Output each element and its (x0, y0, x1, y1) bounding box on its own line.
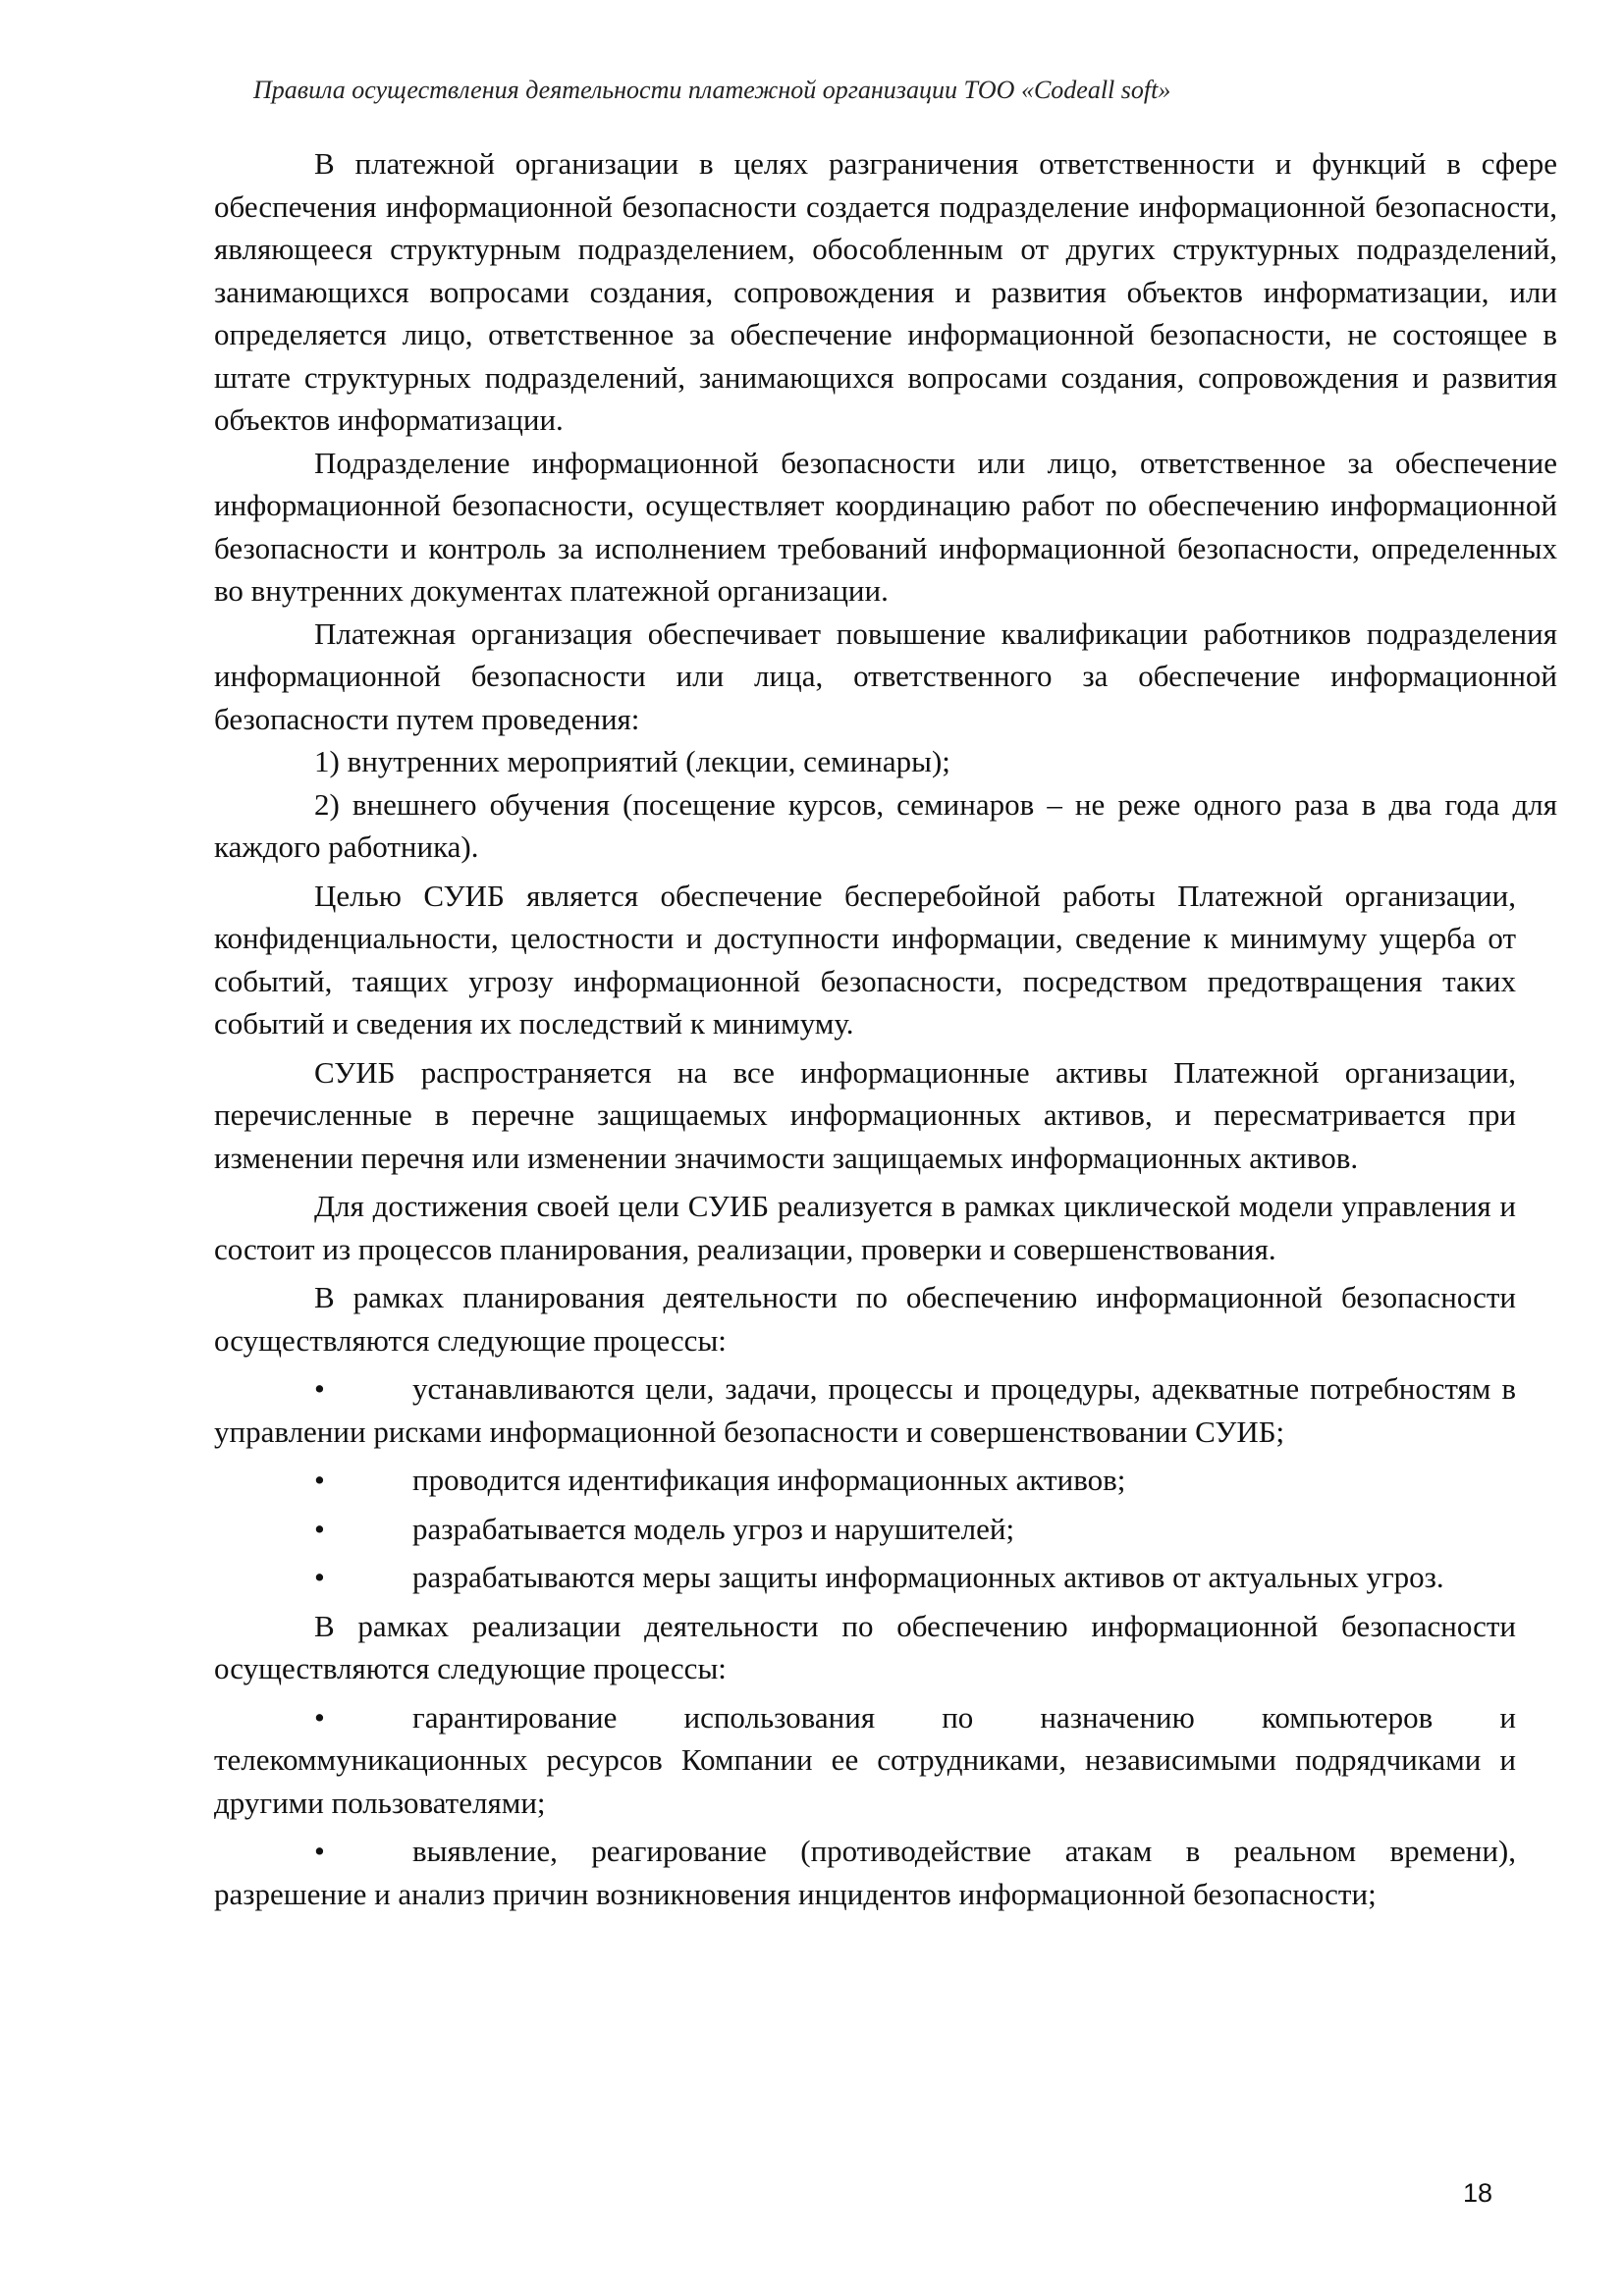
bullet-item (214, 1696, 1516, 1825)
bullet-mark: • (314, 1463, 325, 1497)
paragraph-qualification: Платежная организация обеспечивает повышение квалификации работников подразделения информационной безопасности или лица, ответственного за обеспечение информационной безопасности путем проведения: (214, 615, 1557, 736)
page-body (214, 142, 1557, 1915)
paragraph-security-coordination: Подразделение информационной безопасности или лицо, ответственное за обеспечение информационной безопасности, осуществляет координацию работ по обеспечению информационной безопасности и контроль за исполнением требований информационной безопасности, определенных во внутренних документах платежной организации. (214, 445, 1557, 608)
bullet-mark: • (314, 1834, 325, 1868)
paragraph-planning-intro: В рамках планирования деятельности по обеспечению информационной безопасности осуществляются следующие процессы: (214, 1280, 1516, 1358)
paragraph-security-unit: В платежной организации в целях разграничения ответственности и функций в сфере обеспечения информационной безопасности создается подразделение информационной безопасности, являющееся структурным подразделением, обособленным от других структурных подразделений, занимающихся вопросами создания, сопровождения и развития объектов информатизации, или определяется лицо, ответственное за обеспечение информационной безопасности, не состоящее в штате структурных подразделений, занимающихся вопросами создания, сопровождения и развития объектов информатизации. (214, 146, 1557, 437)
paragraph-suib-model: Для достижения своей цели СУИБ реализуется в рамках циклической модели управления и состоит из процессов планирования, реализации, проверки и совершенствования. (214, 1189, 1516, 1266)
list-item-external-training: 2) внешнего обучения (посещение курсов, семинаров – не реже одного раза в два года для каждого работника). (214, 786, 1557, 864)
bullet-text: устанавливаются цели, задачи, процессы и процедуры, адекватные потребностям в управлении рисками информационной безопасности и совершенствовании СУИБ; (214, 1371, 1516, 1449)
bullet-mark: • (314, 1511, 325, 1546)
page-header: Правила осуществления деятельности платежной организации ТОО «Codeall soft» (253, 76, 1171, 104)
bullet-mark: • (314, 1699, 325, 1735)
bullet-text: проводится идентификация информационных активов; (412, 1463, 1126, 1497)
paragraph-implementation-intro: В рамках реализации деятельности по обеспечению информационной безопасности осуществляются следующие процессы: (214, 1608, 1516, 1685)
bullet-text: разрабатываются меры защиты информационных активов от актуальных угроз. (412, 1560, 1444, 1594)
paragraph-suib-goal: Целью СУИБ является обеспечение бесперебойной работы Платежной организации, конфиденциальности, целостности и доступности информации, сведение к минимуму ущерба от событий, таящих угрозу информационной безопасности, посредством предотвращения таких событий и сведения их последствий к минимуму. (214, 878, 1516, 1041)
bullet-item (214, 1367, 1516, 1453)
bullet-text: выявление, реагирование (противодействие атакам в реальном времени), разрешение и анализ причин возникновения инцидентов информационной безопасности; (214, 1834, 1516, 1911)
page-number: 18 (1463, 2178, 1493, 2208)
bullet-item (214, 1556, 1516, 1599)
bullet-text: гарантирование использования по назначению компьютеров и телекоммуникационных ресурсов Компании ее сотрудниками, независимыми подрядчиками и другими пользователями; (214, 1699, 1516, 1820)
list-item-internal-events: 1) внутренних мероприятий (лекции, семинары); (314, 744, 950, 778)
bullet-item (214, 1508, 1516, 1551)
bullet-text: разрабатывается модель угроз и нарушителей; (412, 1511, 1015, 1546)
bullet-mark: • (314, 1371, 325, 1406)
paragraph-suib-scope: СУИБ распространяется на все информационные активы Платежной организации, перечисленные в перечне защищаемых информационных активов, и пересматривается при изменении перечня или изменении значимости защищаемых информационных активов. (214, 1054, 1516, 1175)
bullet-item (214, 1459, 1516, 1502)
bullet-mark: • (314, 1560, 325, 1594)
bullet-item (214, 1830, 1516, 1915)
